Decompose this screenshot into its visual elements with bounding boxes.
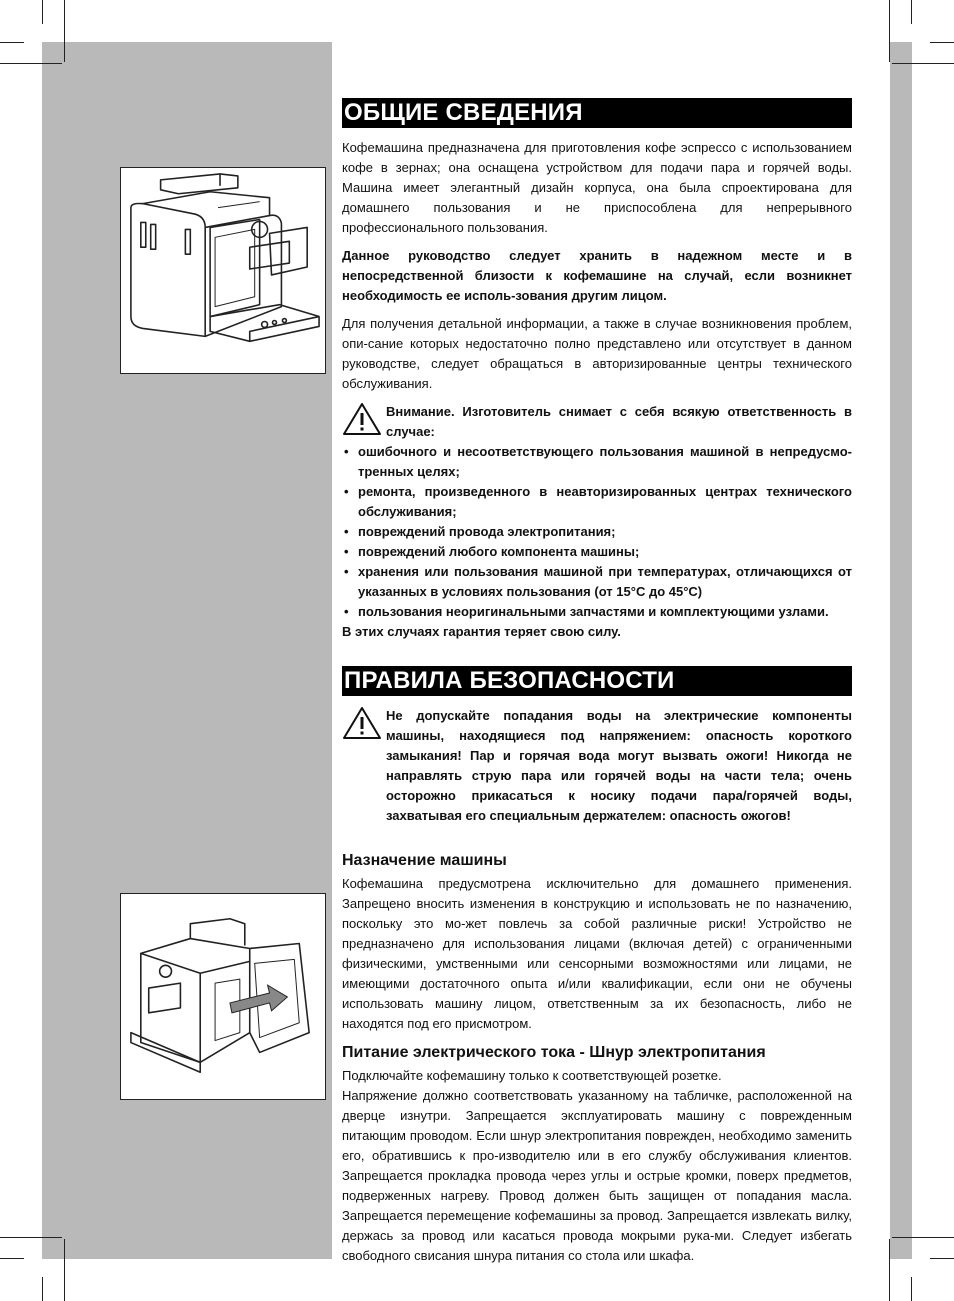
paragraph-service: Для получения детальной информации, а также в случае возникновения проблем, опи-сание которых недостаточно полно представлено или отсутствует в данном руководстве, следует обращаться в авторизированные центры технического обслуживания. bbox=[342, 316, 852, 391]
coffee-machine-illustration bbox=[120, 167, 326, 374]
section-title-safety: ПРАВИЛА БЕЗОПАСНОСТИ bbox=[342, 666, 852, 696]
warning-water-electric bbox=[342, 706, 852, 826]
liability-list bbox=[342, 442, 852, 622]
paragraph-power-connect: Подключайте кофемашину только к соответствующей розетке. bbox=[342, 1068, 722, 1083]
list-item: • повреждений любого компонента машины; bbox=[342, 542, 852, 562]
warranty-void-text: В этих случаях гарантия теряет свою силу. bbox=[342, 624, 621, 639]
list-item: • хранения или пользования машиной при температурах, отличающихся от указанных в условиях пользования (от 15°C до 45°C) bbox=[342, 562, 852, 602]
subsection-title-power: Питание электрического тока - Шнур электропитания bbox=[342, 1044, 766, 1061]
list-item: • повреждений провода электропитания; bbox=[342, 522, 852, 542]
list-item: • ремонта, произведенного в неавторизированных центрах технического обслуживания; bbox=[342, 482, 852, 522]
section-title-general: ОБЩИЕ СВЕДЕНИЯ bbox=[342, 98, 852, 128]
warning-triangle-icon bbox=[342, 402, 382, 436]
warning-liability bbox=[342, 402, 852, 442]
warning-intro-text: Внимание. Изготовитель снимает с себя всякую ответственность в случае: bbox=[386, 404, 852, 439]
subsection-title-purpose: Назначение машины bbox=[342, 852, 507, 869]
right-margin-band bbox=[890, 42, 912, 1259]
paragraph-keep-manual: Данное руководство следует хранить в надежном месте и в непосредственной близости к кофемашине на случай, если возникнет необходимость ее исполь-зования другим лицом. bbox=[342, 248, 852, 303]
paragraph-intro: Кофемашина предназначена для приготовления кофе эспрессо с использованием кофе в зернах; она оснащена устройством для подачи пара и горячей воды. Машина имеет элегантный дизайн корпуса, она была спроектирована для домашнего пользования и не приспособлена для непрерывного профессионального пользования. bbox=[342, 140, 852, 235]
warning-water-text: Не допускайте попадания воды на электрические компоненты машины, находящиеся под напряжением: опасность короткого замыкания! Пар и горячая вода могут вызвать ожоги! Никогда не направлять струю пара или горячей воды на части тела; очень осторожно прикасаться к носику подачи пара/горячей воды, захватывая его специальным держателем: опасность ожогов! bbox=[386, 708, 852, 823]
warning-triangle-icon bbox=[342, 706, 382, 740]
list-item: • пользования неоригинальными запчастями и комплектующими узлами. bbox=[342, 602, 852, 622]
paragraph-purpose: Кофемашина предусмотрена исключительно для домашнего применения. Запрещено вносить изменения в конструкцию и использовать не по назначению, поскольку это мо-жет повлечь за собой различные риски! Устройство не предназначено для использования лицами (включая детей) с ограниченными физическими, умственными или сенсорными возможностями или лицами, не имеющими достаточного опыта и/или квалификации, если они не обучены использовать машину лицом, ответственным за их безопасность, либо не находятся под его присмотром. bbox=[342, 876, 852, 1031]
list-item: • ошибочного и несоответствующего пользования машиной в непредусмо-тренных целях; bbox=[342, 442, 852, 482]
main-content bbox=[342, 98, 852, 1266]
paragraph-power-cord: Напряжение должно соответствовать указанному на табличке, расположенной на дверце изнутри. Запрещается эксплуатировать машину с поврежденным питающим проводом. Если шнур электропитания поврежден, необходимо заменить его, обратившись к про-изводителю или в его службу обслуживания клиентов. Запрещается прокладка провода через углы и острые кромки, поверх предметов, подверженных нагреву. Провод должен быть защищен от попадания масла. Запрещается перемещение кофемашины за провод. Запрещается извлекать вилку, держась за провод или касаться провода мокрыми рука-ми. Следует избегать свободного свисания шнура питания со стола или шкафа. bbox=[342, 1088, 852, 1263]
coffee-machine-open-door-illustration bbox=[120, 893, 326, 1100]
